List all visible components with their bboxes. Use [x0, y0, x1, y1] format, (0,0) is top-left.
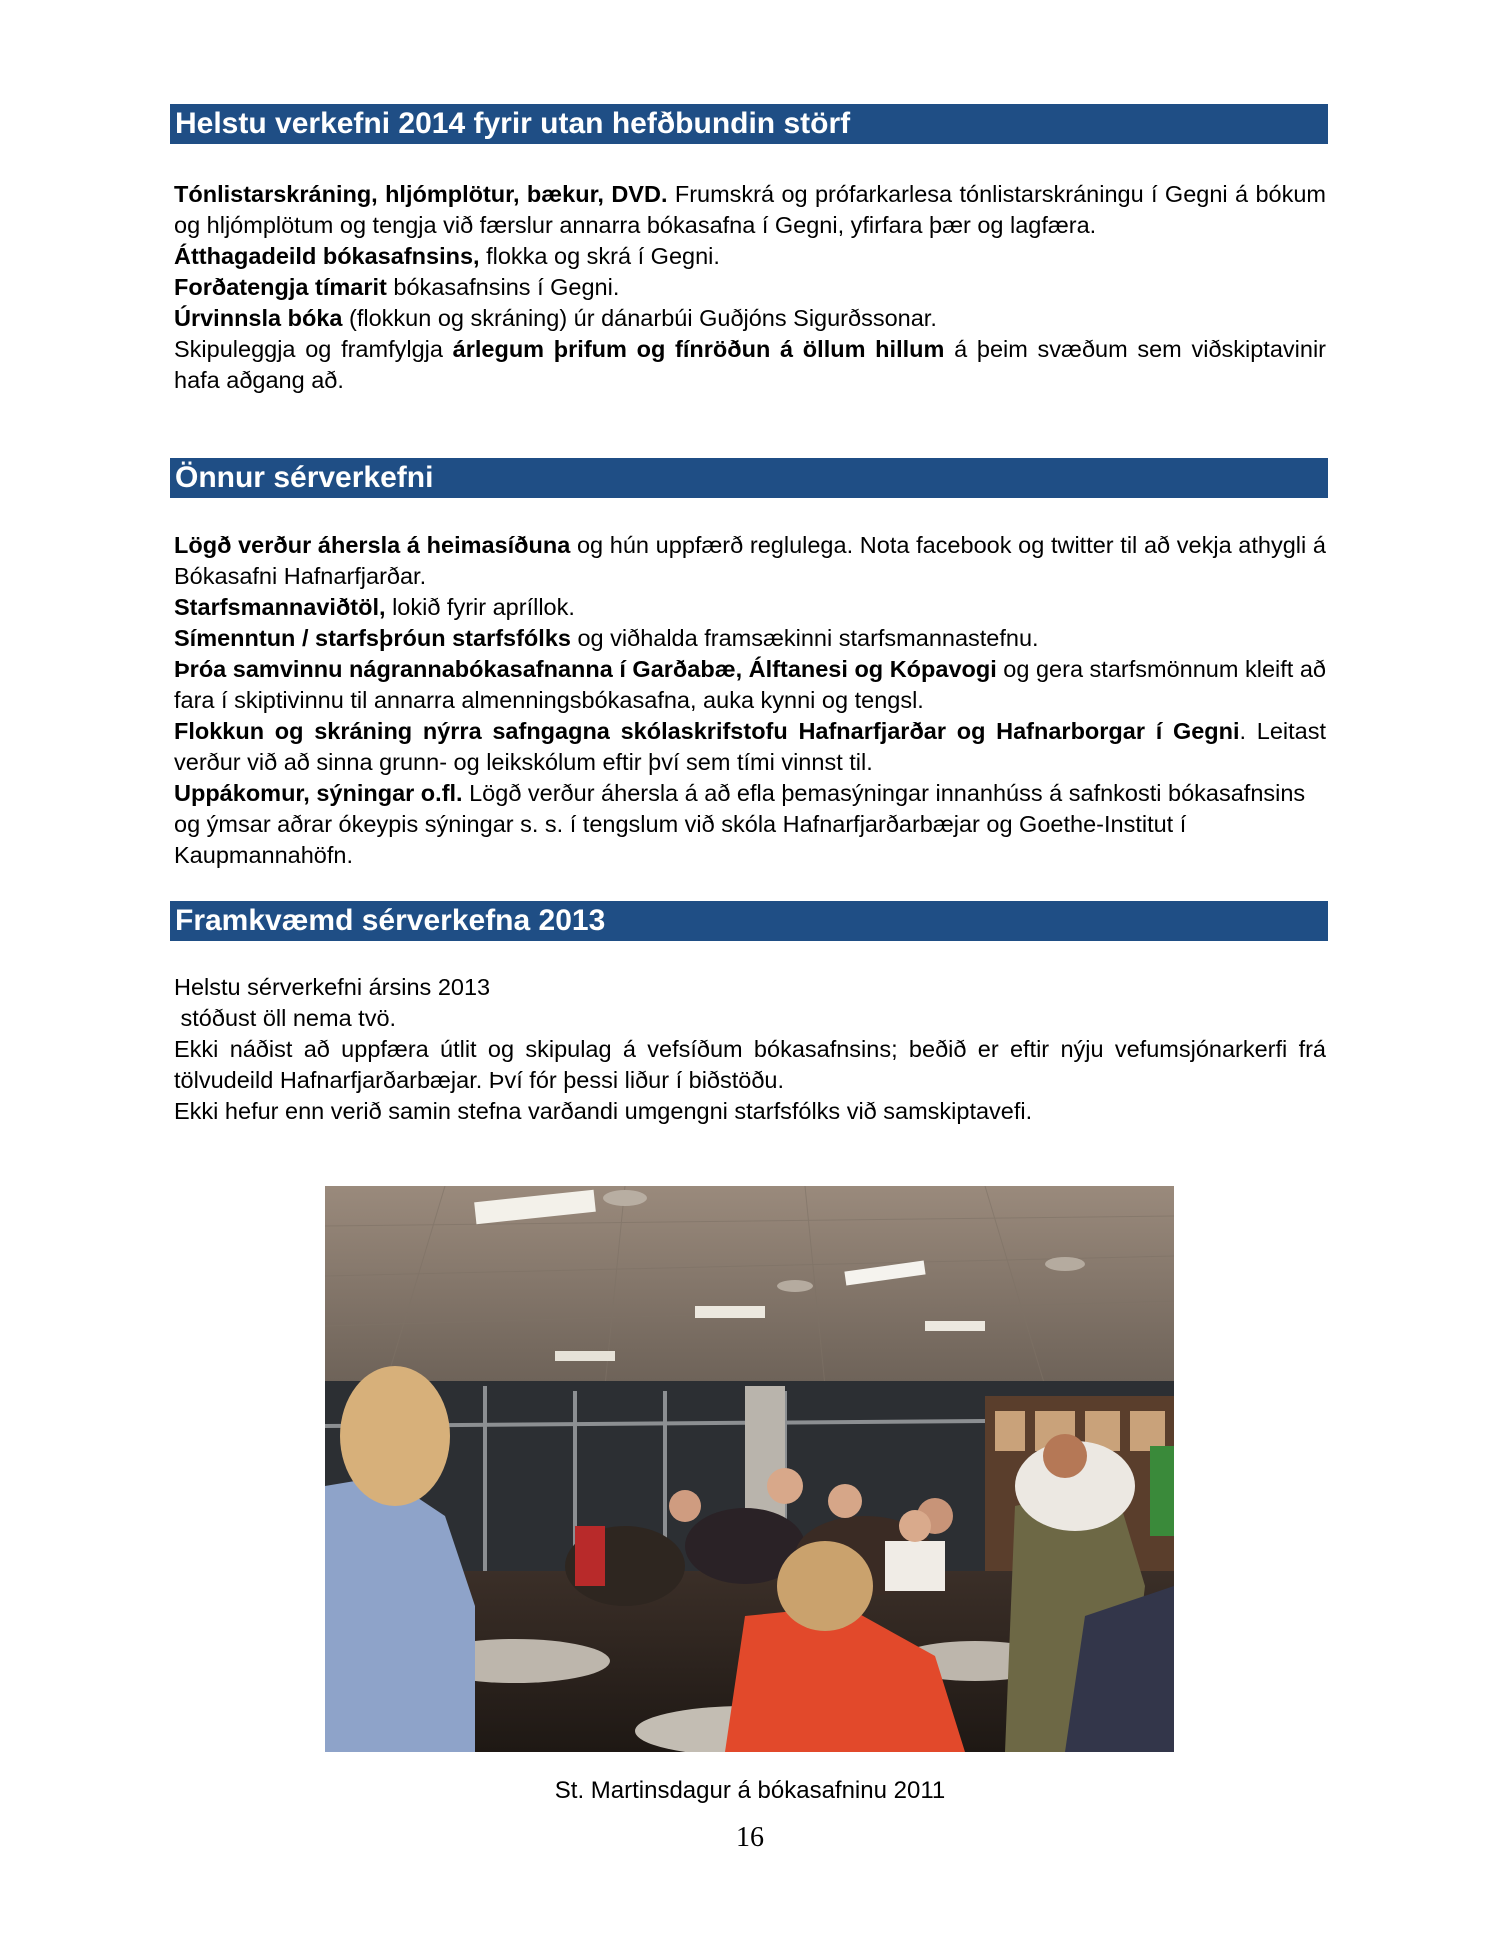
paragraph-text: og viðhalda framsækinni starfsmannastefnu. — [570, 625, 1039, 651]
paragraph-lead: árlegum þrifum og fínröðun á öllum hillum — [452, 336, 945, 362]
section-body-framkvaemd-2013 — [174, 972, 1326, 1127]
paragraph-skipuleggja — [174, 334, 1326, 396]
paragraph-heimasida — [174, 530, 1326, 592]
paragraph-uppakomur — [174, 778, 1326, 871]
section-body-verkefni-2014 — [174, 179, 1326, 396]
paragraph-text: og gera starfsmönnum kleift að fara í skiptivinnu til annarra almenningsbókasafna, auka kynni og tengsl. — [174, 656, 1326, 713]
paragraph-fordatengja — [174, 272, 1326, 303]
paragraph-text: á þeim svæðum sem viðskiptavinir hafa aðgang að. — [174, 336, 1326, 393]
paragraph-lead: Forðatengja tímarit — [174, 274, 387, 300]
section-heading-verkefni-2014: Helstu verkefni 2014 fyrir utan hefðbundin störf — [170, 104, 1328, 144]
paragraph-helstu-serverkefni: Helstu sérverkefni ársins 2013 — [174, 974, 491, 1000]
paragraph-text: og hún uppfærð reglulega. Nota facebook og twitter til að vekja athygli á Bókasafni Hafnarfjarðar. — [174, 532, 1326, 589]
photo-caption: St. Martinsdagur á bókasafninu 2011 — [554, 1777, 946, 1804]
paragraph-stodust: stóðust öll nema tvö. — [174, 1005, 397, 1031]
paragraph-pre: Skipuleggja og framfylgja — [174, 336, 453, 362]
paragraph-tonlistarskraning — [174, 179, 1326, 241]
paragraph-lead: Þróa samvinnu nágrannabókasafnanna í Garðabæ, Álftanesi og Kópavogi — [174, 656, 997, 682]
paragraph-samvinna — [174, 654, 1326, 716]
paragraph-lead: Símenntun / starfsþróun starfsfólks — [174, 625, 571, 651]
page-number: 16 — [736, 1822, 764, 1853]
section-heading-framkvaemd-2013: Framkvæmd sérverkefna 2013 — [170, 901, 1328, 941]
section-body-onnur-serverkefni — [174, 530, 1326, 871]
paragraph-lead: Starfsmannaviðtöl, — [174, 594, 386, 620]
photo-illustration — [325, 1186, 1174, 1752]
paragraph-text: . Leitast verður við að sinna grunn- og leikskólum eftir því sem tími vinnst til. — [174, 718, 1327, 775]
paragraph-text: bókasafnsins í Gegni. — [386, 274, 620, 300]
paragraph-lead: Átthagadeild bókasafnsins, — [174, 243, 480, 269]
paragraph-atthagadeild — [174, 241, 1326, 272]
paragraph-text: flokka og skrá í Gegni. — [479, 243, 720, 269]
paragraph-simenntun — [174, 623, 1326, 654]
paragraph-flokkun — [174, 716, 1326, 778]
paragraph-urvinnsla — [174, 303, 1326, 334]
paragraph-text: (flokkun og skráning) úr dánarbúi Guðjóns Sigurðssonar. — [342, 305, 937, 331]
paragraph-samskiptavefir: Ekki hefur enn verið samin stefna varðandi umgengni starfsfólks við samskiptavefi. — [174, 1098, 1033, 1124]
library-event-photo — [325, 1186, 1174, 1752]
paragraph-lead: Lögð verður áhersla á heimasíðuna — [174, 532, 571, 558]
paragraph-lead: Flokkun og skráning nýrra safngagna skólaskrifstofu Hafnarfjarðar og Hafnarborgar í Gegni — [174, 718, 1240, 744]
paragraph-text: lokið fyrir apríllok. — [385, 594, 575, 620]
paragraph-starfsmannavidtol — [174, 592, 1326, 623]
paragraph-vefsidur: Ekki náðist að uppfæra útlit og skipulag á vefsíðum bókasafnsins; beðið er eftir nýju vefumsjónarkerfi frá tölvudeild Hafnarfjarðarbæjar. Því fór þessi liður í biðstöðu. — [174, 1036, 1326, 1093]
paragraph-lead: Tónlistarskráning, hljómplötur, bækur, DVD. — [174, 181, 668, 207]
paragraph-text: Lögð verður áhersla á að efla þemasýningar innanhúss á safnkosti bókasafnsins og ýmsar aðrar ókeypis sýningar s. s. í tengslum við skóla Hafnarfjarðarbæjar og Goethe-Institut í Kaupmannahöfn. — [174, 780, 1306, 868]
paragraph-lead: Uppákomur, sýningar o.fl. — [174, 780, 463, 806]
paragraph-text: Frumskrá og prófarkarlesa tónlistarskráningu í Gegni á bókum og hljómplötum og tengja við færslur annarra bókasafna í Gegni, yfirfara þær og lagfæra. — [174, 181, 1326, 238]
section-heading-onnur-serverkefni: Önnur sérverkefni — [170, 458, 1328, 498]
paragraph-lead: Úrvinnsla bóka — [174, 305, 343, 331]
